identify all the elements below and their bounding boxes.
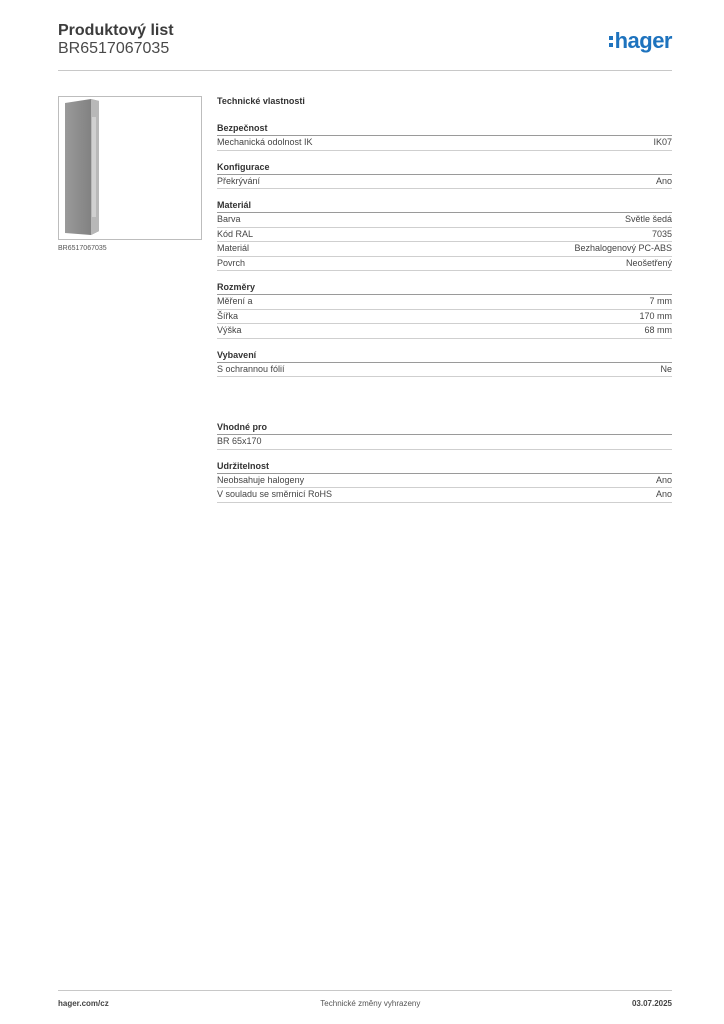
section-equipment bbox=[217, 350, 672, 378]
photo-caption: BR6517067035 bbox=[58, 245, 107, 252]
page-footer bbox=[58, 990, 672, 1008]
section-title: Vhodné pro bbox=[217, 422, 672, 435]
spec-label: BR 65x170 bbox=[217, 436, 262, 446]
spec-label: Měření a bbox=[217, 296, 253, 306]
spec-value: Ano bbox=[655, 489, 672, 499]
spec-label: Kód RAL bbox=[217, 228, 254, 239]
footer-note: Technické změny vyhrazeny bbox=[320, 999, 421, 1008]
footer-date: 03.07.2025 bbox=[631, 999, 672, 1008]
spec-row bbox=[217, 488, 672, 503]
spec-value: Bezhalogenový PC-ABS bbox=[574, 243, 672, 253]
section-title: Bezpečnost bbox=[217, 123, 672, 136]
page-header bbox=[58, 22, 672, 71]
spec-value: 7035 bbox=[651, 228, 672, 239]
spec-label: Povrch bbox=[217, 257, 246, 268]
cover-plate-image bbox=[59, 97, 201, 239]
logo-dots-icon bbox=[609, 36, 613, 47]
spec-label: Šířka bbox=[217, 310, 239, 321]
section-dimensions bbox=[217, 282, 672, 339]
spec-label: Neobsahuje halogeny bbox=[217, 474, 305, 485]
section-title: Vybavení bbox=[217, 350, 672, 363]
technical-specs bbox=[217, 96, 672, 514]
product-photo bbox=[58, 96, 202, 240]
spec-row bbox=[217, 474, 672, 489]
spec-row bbox=[217, 175, 672, 190]
page-title: Produktový list bbox=[58, 22, 174, 39]
spec-row bbox=[217, 136, 672, 151]
spec-value: Světle šedá bbox=[624, 214, 672, 224]
spec-value: IK07 bbox=[653, 137, 672, 147]
spec-row bbox=[217, 242, 672, 257]
spec-value: Neošetřený bbox=[625, 257, 672, 268]
spec-label: Materiál bbox=[217, 243, 250, 253]
logo-text: hager bbox=[614, 28, 672, 53]
section-title: Udržitelnost bbox=[217, 461, 672, 474]
specs-title: Technické vlastnosti bbox=[217, 96, 305, 106]
spec-label: Barva bbox=[217, 214, 241, 224]
spec-label: S ochrannou fólií bbox=[217, 363, 285, 374]
section-title: Konfigurace bbox=[217, 162, 672, 175]
spec-value: 7 mm bbox=[649, 296, 672, 306]
spec-row bbox=[217, 257, 672, 272]
spec-value: 68 mm bbox=[644, 325, 672, 335]
spec-label: V souladu se směrnicí RoHS bbox=[217, 489, 333, 499]
product-code: BR6517067035 bbox=[58, 40, 170, 57]
section-title: Materiál bbox=[217, 200, 672, 213]
spec-row bbox=[217, 228, 672, 243]
spec-value: Ano bbox=[655, 175, 672, 186]
spec-row bbox=[217, 324, 672, 339]
section-spacer bbox=[217, 388, 672, 422]
footer-website-link[interactable]: hager.com/cz bbox=[58, 999, 109, 1008]
spec-row bbox=[217, 213, 672, 228]
spec-label: Mechanická odolnost IK bbox=[217, 137, 313, 147]
spec-row bbox=[217, 295, 672, 310]
section-title: Rozměry bbox=[217, 282, 672, 295]
spec-value: Ne bbox=[660, 363, 672, 374]
spec-value: 170 mm bbox=[639, 310, 672, 321]
section-configuration bbox=[217, 162, 672, 190]
spec-row bbox=[217, 310, 672, 325]
section-sustainability bbox=[217, 461, 672, 503]
spec-label: Výška bbox=[217, 325, 242, 335]
section-suitable-for bbox=[217, 422, 672, 450]
section-safety bbox=[217, 123, 672, 151]
hager-logo bbox=[609, 28, 672, 54]
section-material bbox=[217, 200, 672, 271]
spec-value: Ano bbox=[655, 474, 672, 485]
spec-label: Překrývání bbox=[217, 175, 261, 186]
spec-row bbox=[217, 363, 672, 378]
spec-row bbox=[217, 435, 672, 450]
